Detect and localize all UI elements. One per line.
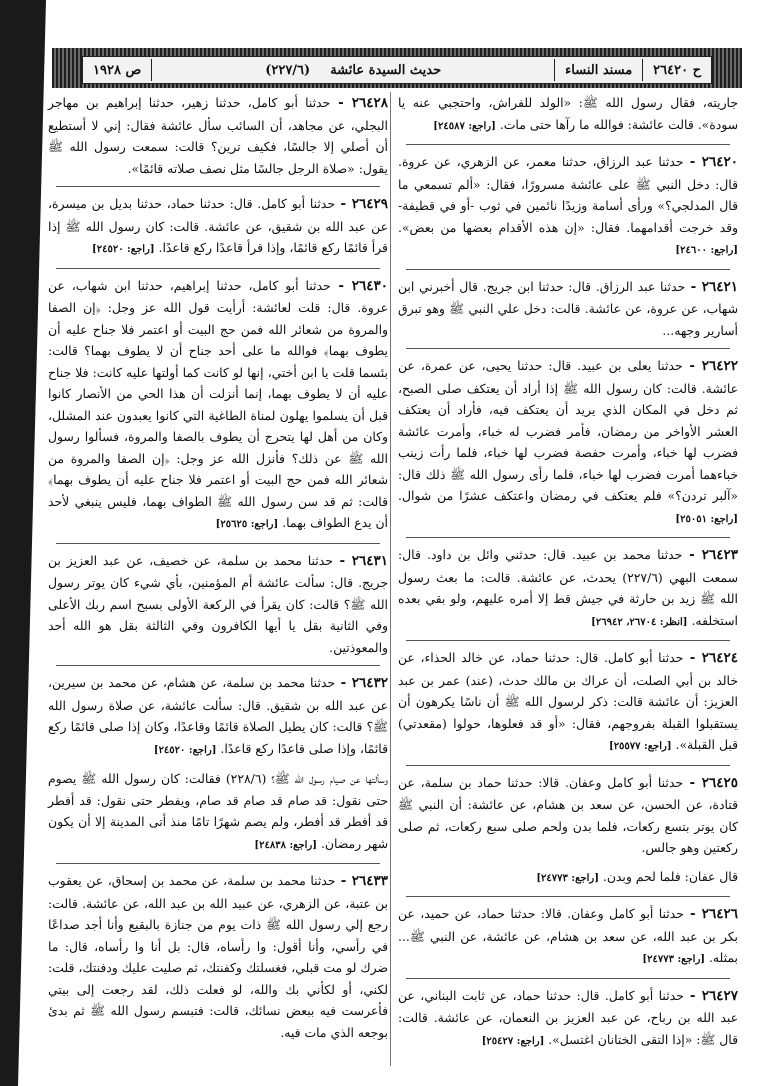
volume-ref: (٢٢٧/٦): [265, 62, 311, 78]
hadith-number: ٢٦٤٣٣: [351, 873, 388, 889]
header-divider: [151, 59, 152, 81]
hadith-entry: [398, 151, 738, 262]
hadith-entry: [398, 772, 738, 859]
cross-reference: [انظر: ٢٦٧٠٤، ٢٦٩٤٢]: [591, 616, 688, 628]
hadith-number: ٢٦٤٢٣: [701, 547, 738, 563]
hadith-number: ٢٦٤٢٤: [701, 650, 738, 666]
hadith-number-dash: -: [685, 278, 702, 295]
hadith-entry: [398, 866, 738, 890]
hadith-number: ٢٦٤٢٦: [701, 906, 738, 922]
hadith-entry: [398, 985, 738, 1053]
hadith-entry: [48, 870, 388, 1043]
cross-reference: [راجع: ٢٥٦٢٥]: [215, 519, 279, 530]
left-column: [48, 92, 388, 1066]
hadith-number-dash: -: [335, 675, 352, 691]
hadith-separator: [406, 348, 730, 349]
hadith-number-dash: -: [683, 987, 702, 1004]
hadith-text: جاريته، فقال رسول الله ﷺ: «الولد للفراش، واحتجبي عنه يا سودة». قالت عائشة: فوالله ما رآها حتى مات.: [398, 95, 738, 132]
hadith-number-dash: -: [683, 906, 702, 922]
hadith-separator: [406, 978, 730, 979]
cross-reference: [راجع: ٢٥٥٧٧]: [608, 741, 672, 752]
hadith-entry: [398, 276, 738, 342]
hadith-entry: [398, 92, 738, 137]
header-divider: [554, 59, 555, 81]
cross-reference: [راجع: ٢٤٥٢٠]: [153, 744, 217, 756]
hadith-separator: [406, 144, 730, 145]
hadith-number: ٢٦٤٢٥: [701, 774, 738, 791]
hadith-text: حدثنا يعلى بن عبيد. قال: حدثنا يحيى، عن عمرة، عن عائشة. قالت: كان رسول الله ﷺ إذا أراد أن يعتكف صلى الصبح، ثم دخل في المكان الذي يريد أن يعتكف فيه، فأراد أن يعتكف العشر الأواخر من رمضان، فأمر فضرب له خباء، وأمرت عائشة فضرب لها خباء، وأمرت حفصة فضرب لها خباء، فلما رأت زينب خباءهما أمرت فضرب لها خباء، فلما رأى رسول الله ﷺ ذلك قال: «آلبر تردن؟» فلم يعتكف في رمضان واعتكف عشرًا من شوال.: [398, 358, 738, 503]
hadith-text: حدثنا محمد بن سلمة، عن هشام، عن محمد بن سيرين، عن عبد الله بن شقيق. قال: سألت عائشة، عن صلاة رسول الله ﷺ؟ قالت: كان يطيل الصلاة قائمًا وقاعدًا، وكان إذا صلى قائمًا ركع قائمًا، وإذا صلى قاعدًا ركع قاعدًا.: [48, 675, 388, 756]
chapter-title: حديث السيدة عائشة: [330, 62, 442, 78]
cross-reference: [راجع: ٢٥٠٥١]: [675, 513, 738, 525]
hadith-number-dash: -: [682, 547, 702, 563]
hadith-number: ٢٦٤٢١: [701, 278, 738, 295]
hadith-number: ٢٦٤٣٠: [351, 277, 388, 294]
hadith-entry: [398, 355, 738, 530]
hadith-text: حدثنا محمد بن سلمة، عن خصيف، عن عبد العزيز بن جريج. قال: سألت عائشة أم المؤمنين، بأي شيء كان يوتر رسول الله ﷺ؟ قالت: كان يقرأ في الركعة الأولى بسبح اسم ربك الأعلى وفي الثانية بقل يا أيها الكافرون وفي الثالثة بقل هو الله أحد والمعوذتين.: [48, 552, 388, 655]
page-number: ص ١٩٢٨: [93, 62, 142, 78]
cross-reference: [راجع: ٢٤٧٧٣]: [536, 872, 599, 884]
hadith-separator: [56, 186, 380, 187]
hadith-separator: [406, 765, 730, 766]
hadith-separator: [406, 537, 730, 538]
hadith-separator: [406, 269, 730, 270]
hadith-entry: [48, 193, 388, 261]
hadith-number: ٢٦٤٢٧: [701, 987, 738, 1004]
hadith-entry: [398, 647, 738, 758]
hadith-number: ٢٦٤٢٨: [351, 95, 388, 111]
hadith-text: حدثنا محمد بن عبيد. قال: حدثني وائل بن داود. قال: سمعت البهي (٢٢٧/٦) يحدث، عن عائشة. قالت: ما بعث رسول الله ﷺ زيد بن حارثة في جيش قط إلا أمره عليهم، ولو بقي بعده استخلفه.: [398, 547, 738, 628]
cross-reference: [راجع: ٢٥٤٢٧]: [481, 1035, 545, 1047]
header-bar: [82, 56, 712, 84]
hadith-entry: [48, 672, 388, 761]
cross-reference: [راجع: ٢٤٦٠٠]: [675, 245, 738, 256]
hadith-separator: [56, 665, 380, 666]
hadith-number-dash: -: [334, 196, 352, 212]
hadith-entry: [48, 275, 388, 536]
hadith-number-dash: -: [682, 774, 702, 791]
hadith-text: حدثنا عبد الرزاق. قال: حدثنا ابن جريج. قال أخبرني ابن شهاب، عن عروة، عن عائشة. قالت: دخل علي النبي ﷺ وهو تبرق أسارير وجهه...: [398, 278, 738, 338]
hadith-number: ٢٦٤٢٢: [701, 358, 738, 374]
hadith-text: حدثنا أبو كامل. قال: حدثنا حماد، عن خالد الحذاء، عن خالد بن أبي الصلت، أن عراك بن مالك حدث، (عند) عمر بن عبد العزيز: أن عائشة قالت: ذكر لرسول الله ﷺ أن ناسًا يكرهون أن يستقبلوا القبلة بفروجهم، فقال: «أو قد فعلوها، حولوا (مقعدتي) قبل القبلة».: [398, 650, 738, 752]
hadith-separator: [56, 543, 380, 544]
hadith-range: ح ٢٦٤٢٠: [653, 62, 701, 78]
hadith-number-dash: -: [330, 277, 352, 294]
page-header: [52, 48, 742, 88]
hadith-number: ٢٦٤٢٩: [351, 196, 388, 212]
hadith-separator: [406, 896, 730, 897]
hadith-number-dash: -: [683, 154, 702, 170]
hadith-text: قال عفان: فلما لحم وبدن.: [602, 868, 738, 884]
cross-reference: [راجع: ٢٤٨٣٨]: [254, 839, 317, 851]
hadith-entry: [48, 92, 388, 179]
hadith-text: وسألتها عن صيام رسول الله ﷺ؟ (٢٢٨/٦) فقالت: كان رسول الله ﷺ يصوم حتى نقول: قد صام قد صام قد صام، ويفطر حتى نقول: قد أفطر قد أفطر قد أفطر، ولم يصم شهرًا تامًا منذ أتى المدينة إلا أن يكون شهر رمضان.: [48, 771, 388, 851]
hadith-number-dash: -: [335, 873, 352, 889]
header-divider: [642, 59, 643, 81]
hadith-text: حدثنا أبو كامل. قال: حدثنا حماد، عن ثابت البناني، عن عبد الله بن رباح، عن عبد العزيز بن النعمان، عن عائشة. قالت: قال ﷺ: «إذا التقى الختانان اغتسل».: [398, 987, 738, 1047]
hadith-entry: [48, 550, 388, 659]
cross-reference: [راجع: ٢٤٥٢٠]: [91, 244, 155, 255]
hadith-number: ٢٦٤٣٢: [351, 675, 388, 691]
hadith-entry: [48, 768, 388, 856]
section-title: مسند النساء: [565, 62, 633, 78]
hadith-text: حدثنا أبو كامل، حدثنا إبراهيم، حدثنا ابن شهاب، عن عروة. قال: قلت لعائشة: أرأيت قول الله عز وجل: ﴿إن الصفا والمروة من شعائر الله فمن حج البيت أو اعتمر فلا جناح عليه أن يطوف بهما﴾ فوالله ما على أحد جناح أن لا يطوف بهما؟ قالت: بئسما قلت يا ابن أختي، إنها لو كانت كما أولتها عليه كانت: فلا جناح عليه أن لا يطوف بهما، إنما أنزلت أن هذا الحي من الأنصار كانوا قبل أن يسلموا يهلون لمناة الطاغية التي كانوا يعبدون عند المشلل، وكان من أهل لها يتحرج أن يطوف بالصفا والمروة، فسألوا رسول الله ﷺ عن ذلك؟ فأنزل الله عز وجل: ﴿إن الصفا والمروة من شعائر الله فمن حج البيت أو اعتمر فلا جناح عليه أن يطوف بهما﴾ قالت: ثم قد سن رسول الله ﷺ الطواف بهما، فليس ينبغي لأحد أن يدع الطواف بهما.: [48, 277, 388, 530]
hadith-entry: [398, 903, 738, 971]
cross-reference: [راجع: ٢٤٧٧٣]: [642, 954, 705, 965]
column-divider: [390, 92, 391, 1066]
hadith-number-dash: -: [332, 552, 352, 569]
hadith-text: حدثنا محمد بن سلمة، عن محمد بن إسحاق، عن يعقوب بن عتبة، عن الزهري، عن عبيد الله بن عبد الله، عن عائشة. قالت: رجع إلي رسول الله ﷺ ذات يوم من جنازة بالبقيع وأنا أجد صداعًا في رأسي، وأنا أقول: وا رأساه، قال: بل أنا وا رأساه، قال: ما ضرك لو مت قبلي، فغسلتك وكفنتك، ثم صليت عليك ودفنتك، قلت: لكني، أو لكأني بك والله، لو فعلت ذلك، لقد رجعت إلى بيتي فأعرست فيه ببعض نسائك، قالت: فتبسم رسول الله ﷺ ثم بدئ بوجعه الذي مات فيه.: [48, 873, 388, 1040]
hadith-separator: [406, 640, 730, 641]
hadith-number: ٢٦٤٣١: [351, 552, 389, 569]
hadith-number-dash: -: [330, 95, 352, 111]
hadith-text: حدثنا عبد الرزاق، حدثنا معمر، عن الزهري، عن عروة. قال: دخل النبي ﷺ على عائشة مسرورًا، فقال: «ألم تسمعي ما قال المدلجي؟» ورأى أسامة وزيدًا نائمين في ثوب -أو في قطيفة- وقد خرجت أقدامهما. فقال: «إن هذه الأقدام بعضها من بعض».: [398, 154, 738, 235]
hadith-entry: [398, 544, 738, 633]
cross-reference: [راجع: ٢٤٥٨٧]: [433, 120, 496, 132]
hadith-separator: [56, 268, 380, 269]
hadith-text: حدثنا أبو كامل وعفان. قالا: حدثنا حماد، عن حميد، عن بكر بن عبد الله، عن سعد بن هشام، عن عائشة، عن النبي ﷺ... بمثله.: [398, 906, 738, 965]
hadith-text: حدثنا أبو كامل. قال: حدثنا حماد، حدثنا بديل بن ميسرة، عن عبد الله بن شقيق، عن عائشة. قالت: كان رسول الله ﷺ إذا قرأ قائمًا ركع قائمًا، وإذا قرأ قاعدًا ركع قاعدًا.: [48, 196, 388, 255]
hadith-number-dash: -: [683, 650, 702, 666]
hadith-text: حدثنا أبو كامل، حدثنا زهير، حدثنا إبراهيم بن مهاجر البجلي، عن مجاهد، أن السائب سأل عائشة فقال: إني لا أستطيع أن أصلي إلا جالسًا، فكيف ترين؟ قالت: سمعت رسول الله ﷺ يقول: «صلاة الرجل جالسًا مثل نصف صلاته قائمًا».: [48, 95, 388, 176]
hadith-separator: [56, 863, 380, 864]
right-column: [398, 92, 738, 1066]
hadith-number: ٢٦٤٢٠: [701, 154, 738, 170]
hadith-number-dash: -: [682, 358, 702, 374]
hadith-text: حدثنا أبو كامل وعفان. قالا: حدثنا حماد بن سلمة، عن قتادة، عن الحسن، عن سعد بن هشام، عن عائشة: أن النبي ﷺ كان يوتر بتسع ركعات، فلما بدن ولحم صلى سبع ركعات، ثم صلى ركعتين وهو جالس.: [398, 774, 738, 855]
